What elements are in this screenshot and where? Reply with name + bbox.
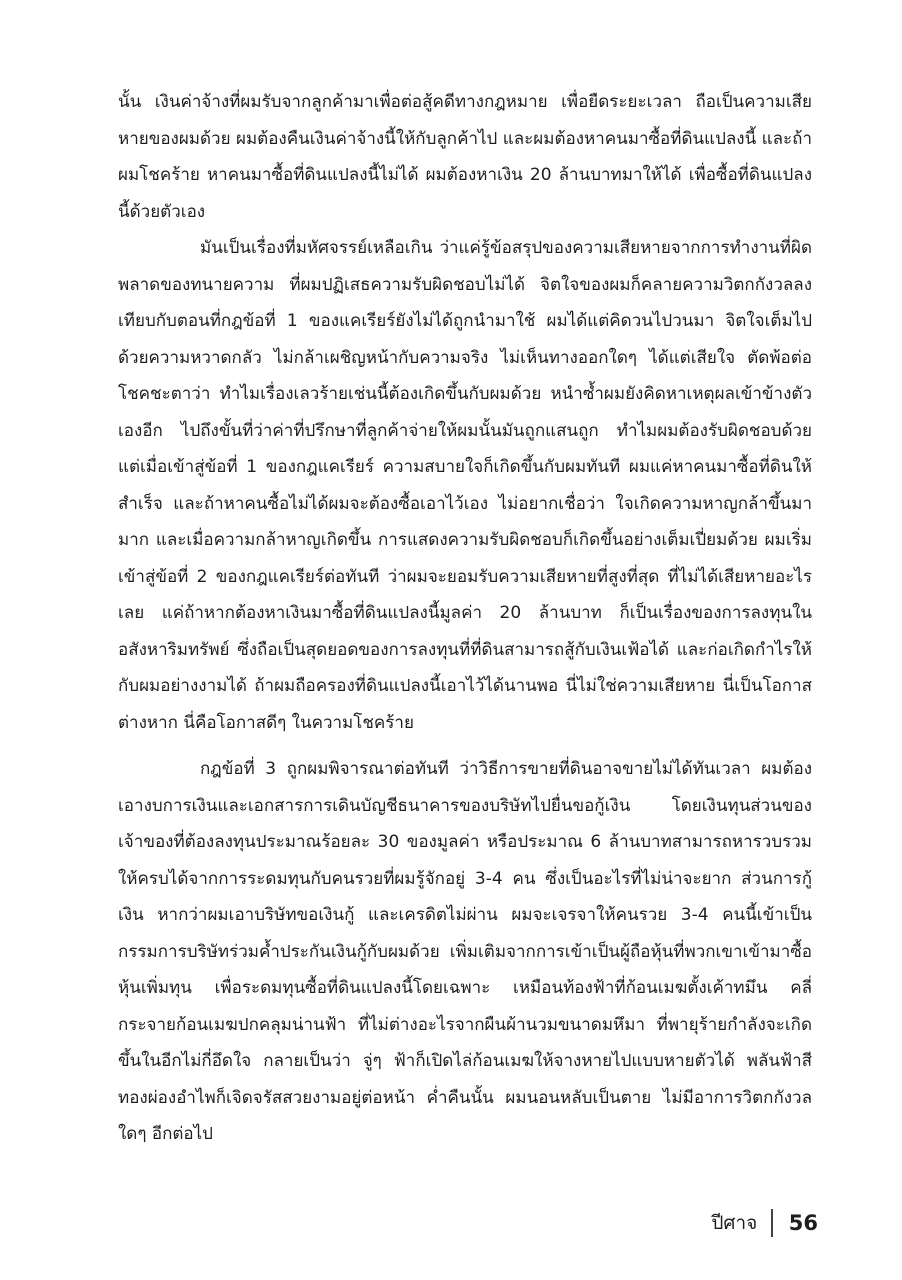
paragraph: มันเป็นเรื่องที่มหัศจรรย์เหลือเกิน ว่าแค่รู้ข้อสรุปของความเสียหายจากการทำงานที่ผิดพลาดของทนายความ ที่ผมปฏิเสธความรับผิดชอบไม่ได้ จิตใจของผมก็คลายความวิตกกังวลลง เทียบกับตอนที่กฎข้อที่ 1 ของแคเรียร์ยังไม่ได้ถูกนำมาใช้ ผมได้แต่คิดวนไปวนมา จิตใจเต็มไปด้วยความหวาดกลัว ไม่กล้าเผชิญหน้ากับความจริง ไม่เห็นทางออกใดๆ ได้แต่เสียใจ ตัดพ้อต่อโชคชะตาว่า ทำไมเรื่องเลวร้ายเช่นนี้ต้องเกิดขึ้นกับผมด้วย หนำซ้ำผมยังคิดหาเหตุผลเข้าข้างตัวเองอีก ไปถึงขั้นที่ว่าค่าที่ปรึกษาที่ลูกค้าจ่ายให้ผมนั้นมันถูกแสนถูก ทำไมผมต้องรับผิดชอบด้วย แต่เมื่อเข้าสู่ข้อที่ 1 ของกฎแคเรียร์ ความสบายใจก็เกิดขึ้นกับผมทันที ผมแค่หาคนมาซื้อที่ดินให้สำเร็จ และถ้าหาคนซื้อไม่ได้ผมจะต้องซื้อเอาไว้เอง ไม่อยากเชื่อว่า ใจเกิดความหาญกล้าขึ้นมามาก และเมื่อความกล้าหาญเกิดขึ้น การแสดงความรับผิดชอบก็เกิดขึ้นอย่างเต็มเปี่ยมด้วย ผมเริ่มเข้าสู่ข้อที่ 2 ของกฎแคเรียร์ต่อทันที ว่าผมจะยอมรับความเสียหายที่สูงที่สุด ที่ไม่ได้เสียหายอะไรเลย แค่ถ้าหากต้องหาเงินมาซื้อที่ดินแปลงนี้มูลค่า 20 ล้านบาท ก็เป็นเรื่องของการลงทุนในอสังหาริมทรัพย์ ซึ่งถือเป็นสุดยอดของการลงทุนที่ที่ดินสามารถสู้กับเงินเฟ้อได้ และก่อเกิดกำไรให้กับผมอย่างงามได้ ถ้าผมถือครองที่ดินแปลงนี้เอาไว้ได้นานพอ นี่ไม่ใช่ความเสียหาย นี่เป็นโอกาสต่างหาก นี่คือโอกาสดีๆ ในความโชคร้าย <box>118 238 812 733</box>
page-number: 56 <box>788 1211 818 1235</box>
page-footer <box>711 1203 818 1243</box>
body-text <box>118 84 812 1153</box>
running-title: ปีศาจ <box>711 1212 758 1234</box>
footer-divider <box>771 1209 773 1237</box>
paragraph-continuation: นั้น เงินค่าจ้างที่ผมรับจากลูกค้ามาเพื่อต่อสู้คดีทางกฎหมาย เพื่อยืดระยะเวลา ถือเป็นความเสียหายของผมด้วย ผมต้องคืนเงินค่าจ้างนี้ให้กับลูกค้าไป และผมต้องหาคนมาซื้อที่ดินแปลงนี้ และถ้าผมโชคร้าย หาคนมาซื้อที่ดินแปลงนี้ไม่ได้ ผมต้องหาเงิน 20 ล้านบาทมาให้ได้ เพื่อซื้อที่ดินแปลงนี้ด้วยตัวเอง <box>118 92 812 222</box>
paragraph: กฎข้อที่ 3 ถูกผมพิจารณาต่อทันที ว่าวิธีการขายที่ดินอาจขายไม่ได้ทันเวลา ผมต้องเอางบการเงินและเอกสารการเดินบัญชีธนาคารของบริษัทไปยื่นขอกู้เงิน โดยเงินทุนส่วนของเจ้าของที่ต้องลงทุนประมาณร้อยละ 30 ของมูลค่า หรือประมาณ 6 ล้านบาทสามารถหารวบรวมให้ครบได้จากการระดมทุนกับคนรวยที่ผมรู้จักอยู่ 3-4 คน ซึ่งเป็นอะไรที่ไม่น่าจะยาก ส่วนการกู้เงิน หากว่าผมเอาบริษัทขอเงินกู้ และเครดิตไม่ผ่าน ผมจะเจรจาให้คนรวย 3-4 คนนี้เข้าเป็นกรรมการบริษัทร่วมค้ำประกันเงินกู้กับผมด้วย เพิ่มเติมจากการเข้าเป็นผู้ถือหุ้นที่พวกเขาเข้ามาซื้อหุ้นเพิ่มทุน เพื่อระดมทุนซื้อที่ดินแปลงนี้โดยเฉพาะ เหมือนท้องฟ้าที่ก้อนเมฆตั้งเค้าทมึน คลี่กระจายก้อนเมฆปกคลุมน่านฟ้า ที่ไม่ต่างอะไรจากผืนผ้านวมขนาดมหึมา ที่พายุร้ายกำลังจะเกิดขึ้นในอีกไม่กี่อึดใจ กลายเป็นว่า จู่ๆ ฟ้าก็เปิดไล่ก้อนเมฆให้จางหายไปแบบหายตัวได้ พลันฟ้าสีทองผ่องอำไพก็เจิดจรัสสวยงามอยู่ต่อหน้า ค่ำคืนนั้น ผมนอนหลับเป็นตาย ไม่มีอาการวิตกกังวลใดๆ อีกต่อไป <box>118 759 812 1144</box>
